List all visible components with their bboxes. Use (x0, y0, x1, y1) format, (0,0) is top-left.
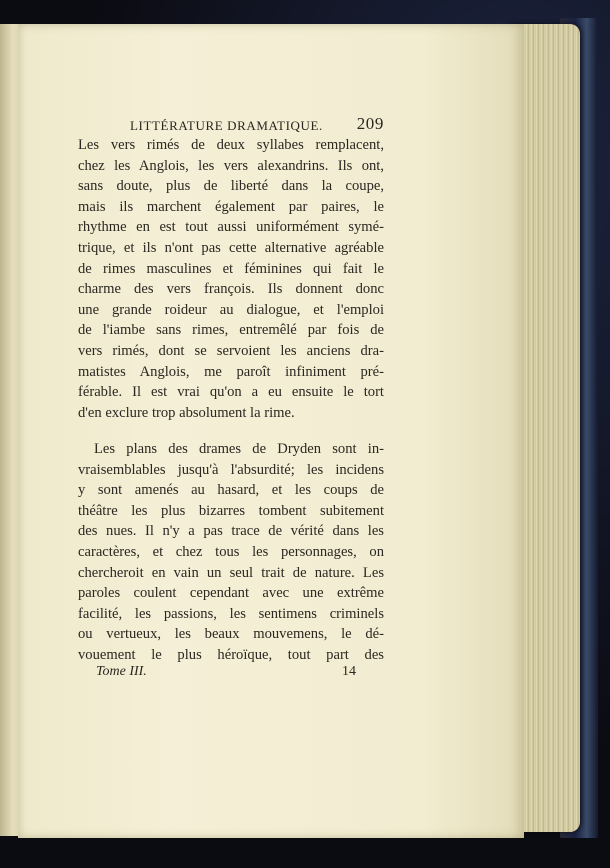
text-line: Les vers rimés de deux syllabes remplacent, (78, 137, 384, 153)
text-line: facilité, les passions, les sentimens criminels (78, 605, 384, 622)
text-line: trique, et ils n'ont pas cette alternative agréable (78, 239, 384, 256)
volume-label: Tome III. (96, 664, 147, 679)
text-line: une grande roideur au dialogue, et l'emploi (78, 301, 384, 318)
text-line: matistes Anglois, me paroît infiniment pré- (78, 363, 384, 380)
text-line: Les plans des drames de Dryden sont in- (94, 441, 384, 457)
text-line: rhythme en est tout aussi uniformément symé- (78, 219, 384, 236)
signature-mark: 14 (342, 664, 356, 679)
text-line: vers rimés, dont se servoient les anciens dra- (78, 342, 384, 359)
text-line: y sont amenés au hasard, et les coups de (78, 482, 384, 499)
text-line: sans doute, plus de liberté dans la coupe, (78, 178, 384, 195)
page-number: 209 (356, 114, 384, 133)
text-line: chercheroit en vain un seul trait de nature. Les (78, 564, 384, 581)
text-line: charme des vers françois. Ils donnent donc (78, 281, 384, 298)
text-line: vraisemblables jusqu'à l'absurdité; les incidens (78, 461, 384, 478)
text-line: des nues. Il n'y a pas trace de vérité dans les (78, 523, 384, 540)
text-line: paroles coulent cependant avec une extrême (78, 585, 384, 602)
text-line: théâtre les plus bizarres tombent subitement (78, 502, 384, 519)
paragraph-1 (78, 135, 384, 423)
text-line: caractères, et chez tous les personnages, on (78, 543, 384, 560)
text-line: chez les Anglois, les vers alexandrins. Ils ont, (78, 157, 384, 174)
text-line: de l'iambe sans rimes, entremêlé par fois de (78, 322, 384, 339)
running-title: LITTÉRATURE DRAMATIQUE. (130, 118, 323, 133)
paragraph-2 (78, 439, 384, 666)
text-line: mais ils marchent également par paires, le (78, 198, 384, 215)
page-footer (96, 664, 356, 684)
text-line: ou vertueux, les beaux mouvemens, le dé- (78, 626, 384, 643)
running-header (130, 115, 384, 135)
text-line: de rimes masculines et féminines qui fait le (78, 260, 384, 277)
text-line: férable. Il est vrai qu'on a eu ensuite le tort (78, 384, 384, 401)
text-line: d'en exclure trop absolument la rime. (78, 404, 295, 421)
text-line: vouement le plus héroïque, tout part des (78, 646, 384, 663)
